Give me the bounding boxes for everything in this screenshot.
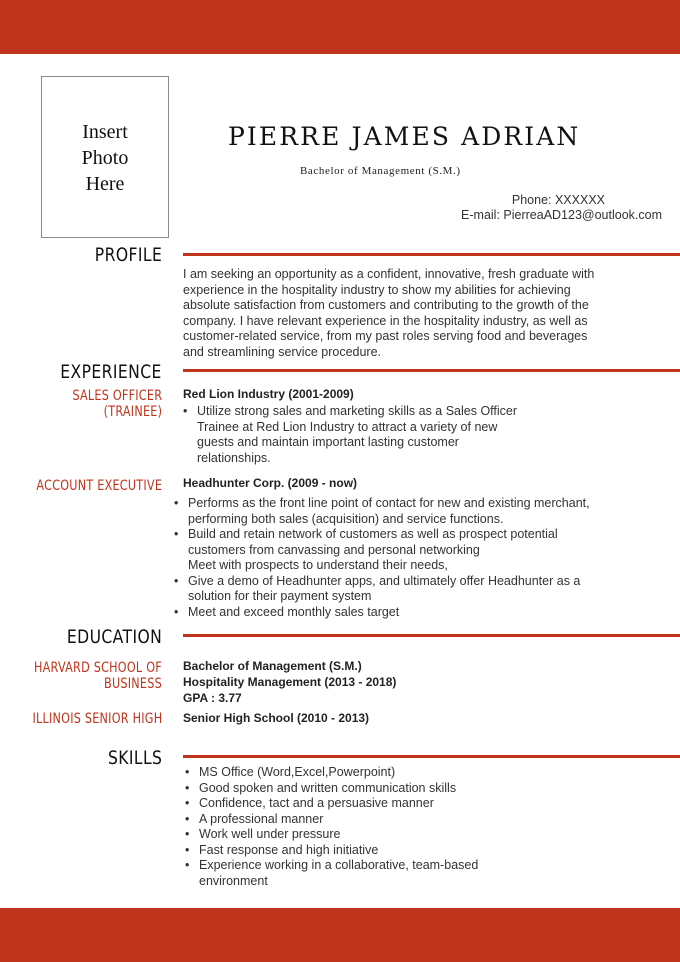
list-item: performing both sales (acquisition) and service functions.: [188, 511, 504, 526]
school-name-illinois: [32, 711, 162, 727]
list-item: guests and maintain important lasting customer: [197, 435, 459, 449]
school-name-harvard: [34, 660, 162, 692]
profile-line: I am seeking an opportunity as a confident, innovative, fresh graduate with: [183, 267, 595, 281]
job-role-line: ACCOUNT EXECUTIVE: [36, 478, 162, 494]
photo-placeholder: [41, 76, 169, 238]
list-item: environment: [199, 873, 268, 888]
contact-email: E-mail: PierreaAD123@outlook.com: [461, 208, 662, 222]
list-item: customers from canvassing and personal networking: [188, 542, 480, 557]
list-item: • Good spoken and written communication skills: [185, 781, 565, 797]
list-item: • A professional manner: [185, 812, 565, 828]
list-item: • Utilize strong sales and marketing skills as a Sales Officer: [183, 404, 543, 420]
list-item: Trainee at Red Lion Industry to attract a variety of new: [197, 419, 498, 434]
list-item: • MS Office (Word,Excel,Powerpoint): [185, 765, 565, 781]
candidate-degree: Bachelor of Management (S.M.): [300, 165, 461, 177]
list-item: solution for their payment system: [188, 589, 372, 603]
list-item: relationships.: [197, 450, 271, 465]
section-title-experience: EXPERIENCE: [60, 361, 162, 383]
section-rule-experience: [183, 369, 680, 372]
school-detail-line: Hospitality Management (2013 - 2018): [183, 675, 397, 689]
job-company-headhunter: Headhunter Corp. (2009 - now): [183, 476, 358, 490]
school-details-illinois: [183, 710, 369, 726]
list-item: • Performs as the front line point of contact for new and existing merchant,: [174, 496, 644, 512]
bottom-accent-band: [0, 908, 680, 962]
profile-line: customer-related service, from my past roles serving food and beverages: [183, 329, 588, 343]
section-rule-profile: [183, 253, 680, 256]
section-rule-skills: [183, 755, 680, 758]
list-item: • Give a demo of Headhunter apps, and ultimately offer Headhunter as a: [174, 574, 644, 590]
school-detail-line: GPA : 3.77: [183, 691, 242, 705]
job-duties-headhunter: [174, 496, 644, 620]
profile-line: experience in the hospitality industry to show my abilities for achieving: [183, 282, 571, 297]
list-item: • Confidence, tact and a persuasive manner: [185, 796, 565, 812]
photo-placeholder-text: Insert Photo Here: [81, 121, 129, 195]
skills-list: [185, 765, 565, 889]
section-title-profile: PROFILE: [94, 244, 162, 266]
job-role-account-executive: [36, 478, 162, 494]
job-role-sales-officer: [72, 388, 162, 420]
list-item: Meet with prospects to understand their needs,: [188, 558, 448, 572]
section-rule-education: [183, 634, 680, 637]
profile-line: company. I have relevant experience in the hospitality industry, as well as: [183, 313, 588, 328]
candidate-name: PIERRE JAMES ADRIAN: [228, 122, 581, 151]
section-title-education: EDUCATION: [66, 626, 162, 648]
list-item: • Build and retain network of customers as well as prospect potential: [174, 527, 644, 543]
list-item: • Meet and exceed monthly sales target: [174, 605, 644, 621]
school-name-line: BUSINESS: [104, 676, 162, 692]
list-item: • Work well under pressure: [185, 827, 565, 843]
profile-text: [183, 267, 633, 360]
job-company-red-lion: Red Lion Industry (2001-2009): [183, 387, 354, 401]
section-title-skills: SKILLS: [107, 747, 162, 769]
top-accent-band: [0, 0, 680, 54]
job-role-line: SALES OFFICER: [72, 388, 162, 404]
profile-line: and streamlining service procedure.: [183, 344, 382, 359]
list-item: • Fast response and high initiative: [185, 843, 565, 859]
job-duties-red-lion: [183, 404, 543, 466]
profile-line: absolute satisfaction from customers and contributing to the growth of the: [183, 298, 589, 312]
contact-phone: Phone: XXXXXX: [511, 193, 605, 207]
school-detail-line: Bachelor of Management (S.M.): [183, 659, 362, 673]
school-name-line: ILLINOIS SENIOR HIGH: [32, 711, 162, 727]
school-details-harvard: [183, 658, 396, 706]
school-name-line: HARVARD SCHOOL OF: [34, 660, 162, 676]
list-item: • Experience working in a collaborative, team-based: [185, 858, 565, 874]
job-role-line: (TRAINEE): [103, 404, 162, 420]
school-detail-line: Senior High School (2010 - 2013): [183, 711, 370, 725]
